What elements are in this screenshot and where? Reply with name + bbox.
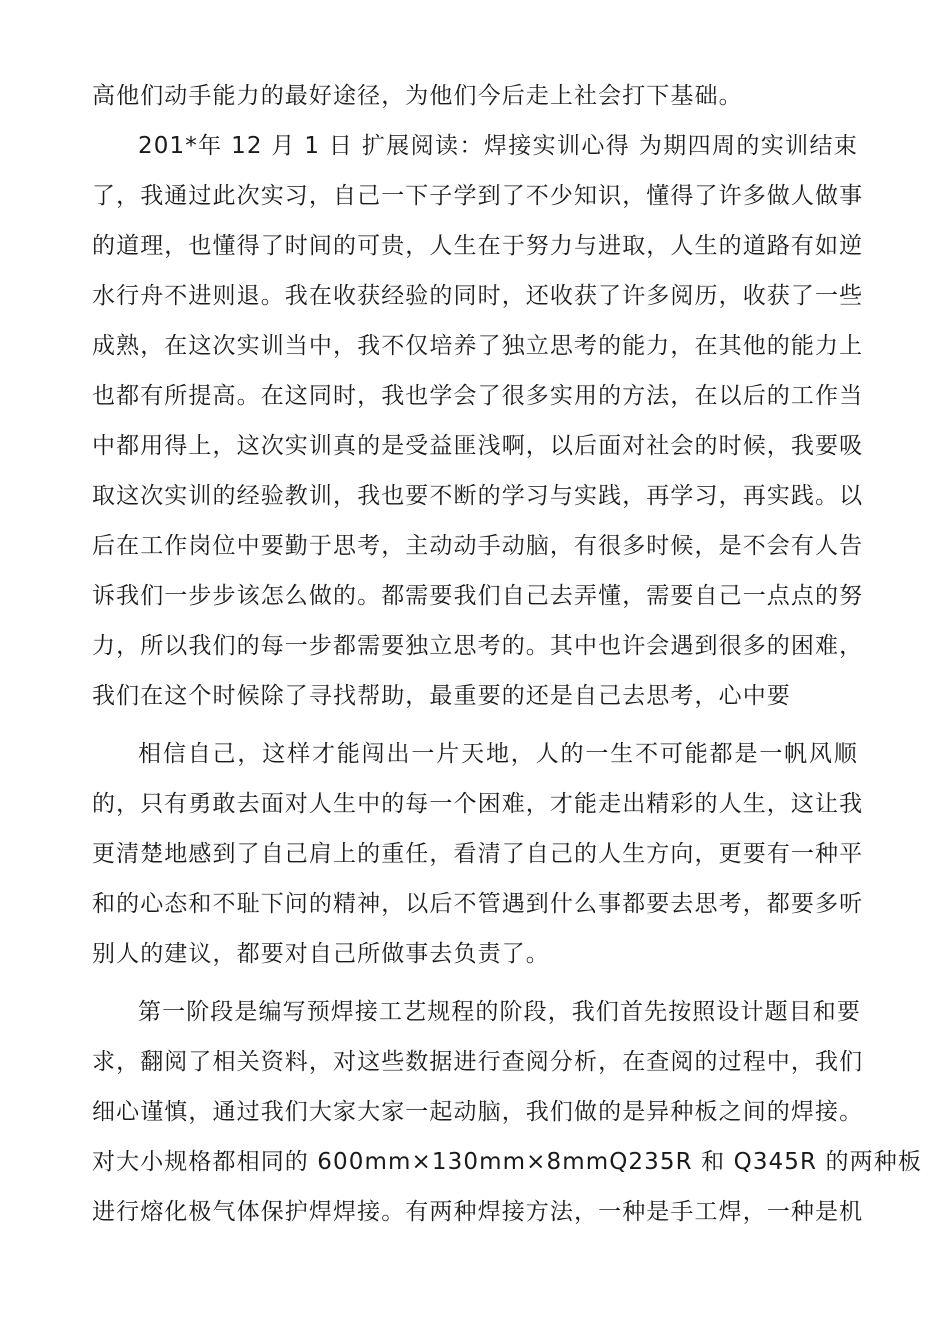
- text-line-9: 取这次实训的经验教训，我也要不断的学习与实践，再学习，再实践。以: [92, 483, 864, 509]
- text-line-20: 求，翻阅了相关资料，对这些数据进行查阅分析，在查阅的过程中，我们: [92, 1049, 864, 1075]
- text-line-3: 了，我通过此次实习，自己一下子学到了不少知识，懂得了许多做人做事: [92, 183, 864, 209]
- text-line-23: 进行熔化极气体保护焊焊接。有两种焊接方法，一种是手工焊，一种是机: [92, 1199, 864, 1225]
- text-line-13: 我们在这个时候除了寻找帮助，最重要的还是自己去思考，心中要: [92, 683, 791, 709]
- text-line-22: 对大小规格都相同的 600mm×130mm×8mmQ235R 和 Q345R 的两种板: [92, 1149, 922, 1175]
- text-line-10: 后在工作岗位中要勤于思考，主动动手动脑，有很多时候，是不会有人告: [92, 533, 864, 559]
- text-line-1: 高他们动手能力的最好途径，为他们今后走上社会打下基础。: [92, 83, 743, 109]
- text-line-11: 诉我们一步步该怎么做的。都需要我们自己去弄懂，需要自己一点点的努: [92, 583, 864, 609]
- text-line-7: 也都有所提高。在这同时，我也学会了很多实用的方法，在以后的工作当: [92, 383, 864, 409]
- text-line-17: 和的心态和不耻下问的精神，以后不管遇到什么事都要去思考，都要多听: [92, 891, 864, 917]
- paragraph-start-line-2: 201*年 12 月 1 日 扩展阅读：焊接实训心得 为期四周的实训结束: [138, 133, 858, 159]
- text-line-18: 别人的建议，都要对自己所做事去负责了。: [92, 941, 550, 967]
- text-line-4: 的道理，也懂得了时间的可贵，人生在于努力与进取，人生的道路有如逆: [92, 233, 864, 259]
- text-line-21: 细心谨慎，通过我们大家大家一起动脑，我们做的是异种板之间的焊接。: [92, 1099, 864, 1125]
- text-line-15: 的，只有勇敢去面对人生中的每一个困难，才能走出精彩的人生，这让我: [92, 791, 864, 817]
- paragraph-start-line-19: 第一阶段是编写预焊接工艺规程的阶段，我们首先按照设计题目和要: [138, 999, 861, 1025]
- text-line-12: 力，所以我们的每一步都需要独立思考的。其中也许会遇到很多的困难，: [92, 633, 864, 659]
- text-line-8: 中都用得上，这次实训真的是受益匪浅啊，以后面对社会的时候，我要吸: [92, 433, 864, 459]
- paragraph-start-line-14: 相信自己，这样才能闯出一片天地，人的一生不可能都是一帆风顺: [138, 741, 858, 767]
- text-line-6: 成熟，在这次实训当中，我不仅培养了独立思考的能力，在其他的能力上: [92, 333, 864, 359]
- text-line-16: 更清楚地感到了自己肩上的重任，看清了自己的人生方向，更要有一种平: [92, 841, 864, 867]
- text-line-5: 水行舟不进则退。我在收获经验的同时，还收获了许多阅历，收获了一些: [92, 283, 864, 309]
